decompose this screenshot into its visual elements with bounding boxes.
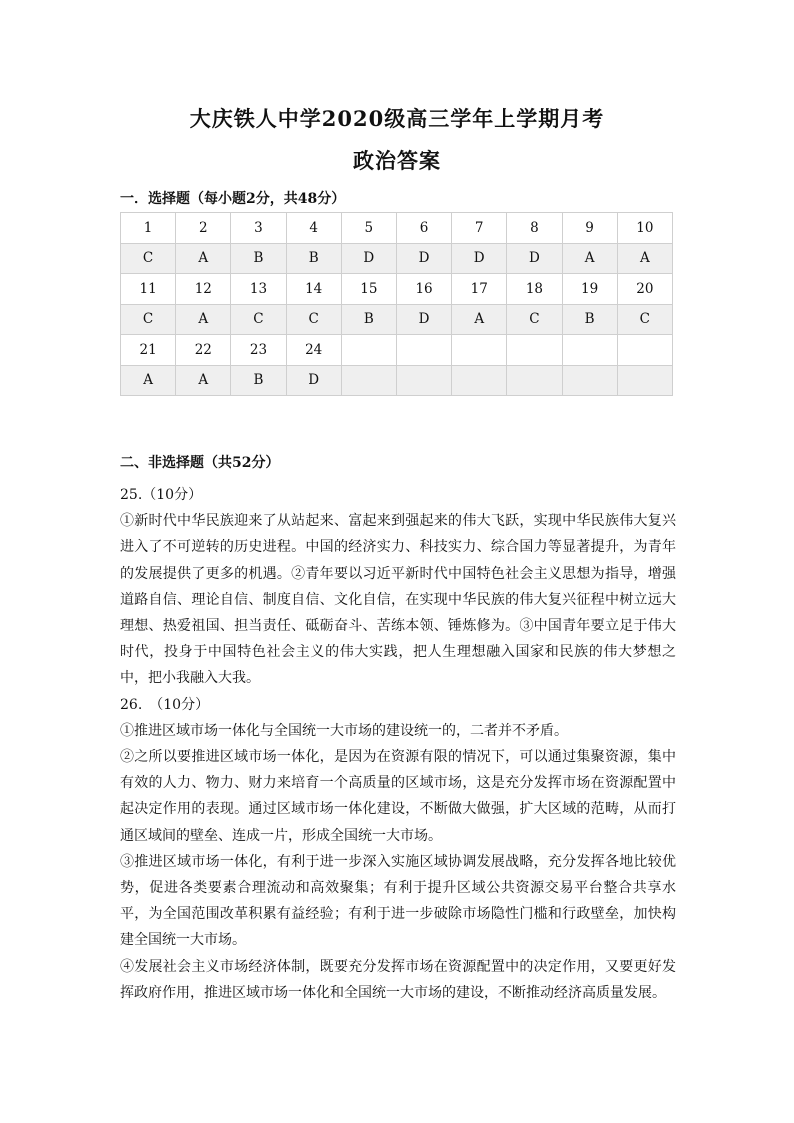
answer-cell: C — [121, 304, 176, 335]
question-number-cell: 16 — [396, 274, 451, 305]
answer-row — [121, 243, 673, 274]
question-number-cell — [562, 335, 617, 366]
question-number-cell: 11 — [121, 274, 176, 305]
question-number-cell: 17 — [452, 274, 507, 305]
question-number-cell: 15 — [341, 274, 396, 305]
answer-cell — [396, 365, 451, 396]
question-number-cell: 4 — [286, 213, 341, 244]
question-number-cell: 9 — [562, 213, 617, 244]
question-number-cell: 23 — [231, 335, 286, 366]
answer-cell: B — [341, 304, 396, 335]
question-number-cell — [341, 335, 396, 366]
question-number-cell: 22 — [176, 335, 231, 366]
question-number-cell: 7 — [452, 213, 507, 244]
q26-point-3: ③推进区域市场一体化，有利于进一步深入实施区域协调发展战略，充分发挥各地比较优势，促进各类要素合理流动和高效聚集；有利于提升区域公共资源交易平台整合共享水平，为全国范围改革积累有益经验；有利于进一步破除市场隐性门槛和行政壁垒，加快构建全国统一大市场。 — [120, 853, 676, 949]
answer-table — [120, 212, 673, 396]
answer-table-body — [121, 213, 673, 396]
answer-cell: B — [562, 304, 617, 335]
answer-cell: D — [396, 243, 451, 274]
answer-cell: D — [341, 243, 396, 274]
question-number-cell: 20 — [617, 274, 672, 305]
section1-heading: 一．选择题（每小题2分，共48分） — [120, 191, 346, 207]
question-number-cell: 3 — [231, 213, 286, 244]
answer-cell: A — [176, 243, 231, 274]
answer-cell: D — [507, 243, 562, 274]
section2-heading: 二、非选择题（共52分） — [120, 455, 280, 471]
question-number-cell — [452, 335, 507, 366]
q26-point-4: ④发展社会主义市场经济体制，既要充分发挥市场在资源配置中的决定作用，又要更好发挥政府作用，推进区域市场一体化和全国统一大市场的建设，不断推动经济高质量发展。 — [120, 958, 676, 1001]
q25-label: 25.（10分） — [120, 487, 203, 503]
question-number-cell: 19 — [562, 274, 617, 305]
answer-cell: A — [617, 243, 672, 274]
answer-cell: B — [286, 243, 341, 274]
question-number-row — [121, 335, 673, 366]
question-number-cell — [617, 335, 672, 366]
answer-row — [121, 365, 673, 396]
question-number-cell: 24 — [286, 335, 341, 366]
answer-cell — [562, 365, 617, 396]
question-number-cell: 13 — [231, 274, 286, 305]
answer-cell: A — [452, 304, 507, 335]
answer-cell: D — [452, 243, 507, 274]
question-number-cell — [396, 335, 451, 366]
answer-cell: D — [286, 365, 341, 396]
question-number-cell: 18 — [507, 274, 562, 305]
answer-cell: B — [231, 243, 286, 274]
answer-cell: C — [121, 243, 176, 274]
question-number-row — [121, 213, 673, 244]
question-number-cell: 8 — [507, 213, 562, 244]
question-number-cell — [507, 335, 562, 366]
question-number-cell: 2 — [176, 213, 231, 244]
answer-cell: A — [121, 365, 176, 396]
q26-point-2: ②之所以要推进区域市场一体化，是因为在资源有限的情况下，可以通过集聚资源，集中有效的人力、物力、财力来培育一个高质量的区域市场，这是充分发挥市场在资源配置中起决定作用的表现。通过区域市场一体化建设，不断做大做强，扩大区域的范畴，从而打通区域间的壁垒、连成一片，形成全国统一大市场。 — [120, 749, 676, 844]
question-number-row — [121, 274, 673, 305]
answer-cell — [452, 365, 507, 396]
document-subtitle: 政治答案 — [353, 148, 441, 173]
answer-cell — [341, 365, 396, 396]
answer-cell: C — [231, 304, 286, 335]
answer-row — [121, 304, 673, 335]
answer-cell: C — [286, 304, 341, 335]
answer-cell — [617, 365, 672, 396]
answer-body — [120, 482, 676, 1006]
document-title: 大庆铁人中学2020级高三学年上学期月考 — [189, 106, 605, 131]
answer-cell: D — [396, 304, 451, 335]
q26-point-1: ①推进区域市场一体化与全国统一大市场的建设统一的，二者并不矛盾。 — [120, 722, 568, 739]
question-number-cell: 5 — [341, 213, 396, 244]
question-number-cell: 14 — [286, 274, 341, 305]
answer-cell: A — [176, 304, 231, 335]
q25-answer: ①新时代中华民族迎来了从站起来、富起来到强起来的伟大飞跃，实现中华民族伟大复兴进入了不可逆转的历史进程。中国的经济实力、科技实力、综合国力等显著提升，为青年的发展提供了更多的机遇。②青年要以习近平新时代中国特色社会主义思想为指导，增强道路自信、理论自信、制度自信、文化自信，在实现中华民族的伟大复兴征程中树立远大理想、热爱祖国、担当责任、砥砺奋斗、苦练本领、锤炼修为。③中国青年要立足于伟大时代，投身于中国特色社会主义的伟大实践，把人生理想融入国家和民族的伟大梦想之中，把小我融入大我。 — [120, 513, 676, 687]
question-number-cell: 12 — [176, 274, 231, 305]
answer-cell: C — [507, 304, 562, 335]
q26-label: 26. （10分） — [120, 696, 210, 713]
answer-cell: A — [562, 243, 617, 274]
question-number-cell: 21 — [121, 335, 176, 366]
answer-cell: C — [617, 304, 672, 335]
answer-cell: A — [176, 365, 231, 396]
answer-cell — [507, 365, 562, 396]
question-number-cell: 1 — [121, 213, 176, 244]
question-number-cell: 10 — [617, 213, 672, 244]
answer-cell: B — [231, 365, 286, 396]
question-number-cell: 6 — [396, 213, 451, 244]
